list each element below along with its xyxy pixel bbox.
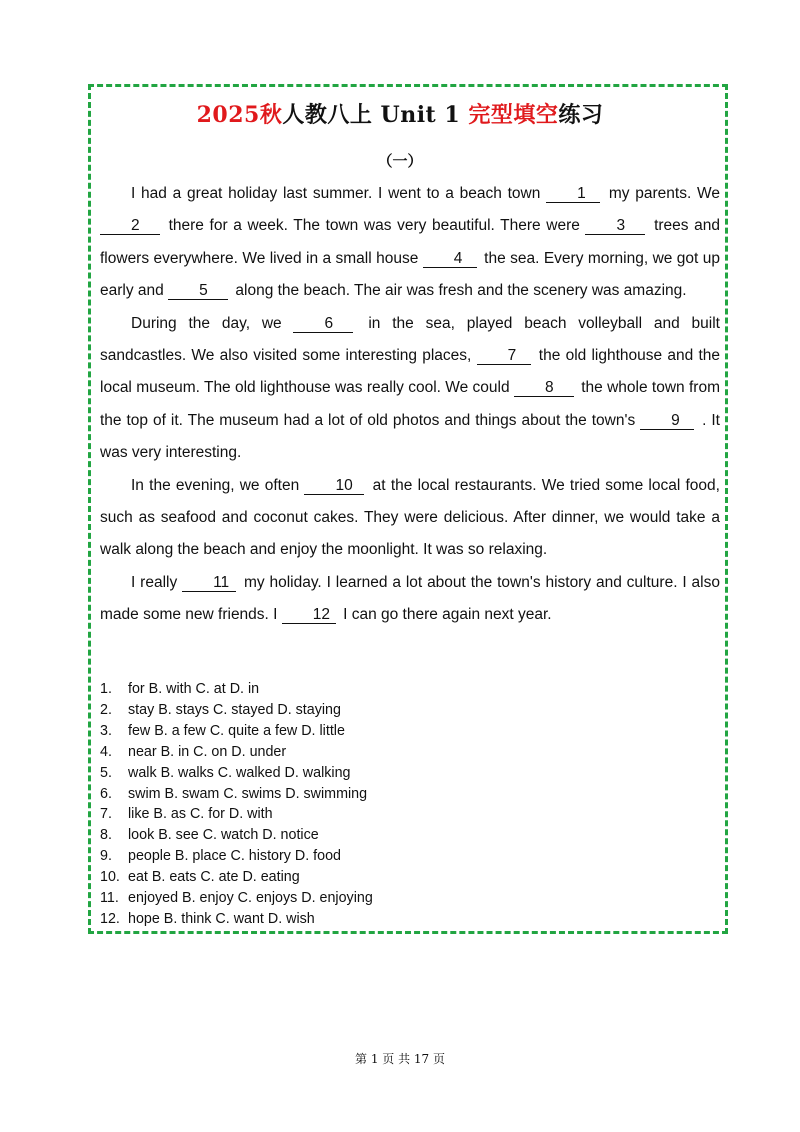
option-text: few B. a few C. quite a few D. little xyxy=(128,722,345,739)
paragraph-text: the old lighthouse and the local museum. The old lighthouse was really cool. We could xyxy=(100,347,720,397)
option-text: hope B. think C. want D. wish xyxy=(128,910,315,927)
paragraph-text: I really xyxy=(131,573,183,591)
paragraph-text: I had a great holiday last summer. I went to a beach town xyxy=(131,185,547,202)
option-item xyxy=(100,825,700,846)
option-number: 2. xyxy=(100,701,112,718)
option-item xyxy=(100,721,700,742)
paragraph xyxy=(100,178,720,308)
title-suffix: 练习 xyxy=(558,102,604,128)
option-item xyxy=(100,700,700,721)
option-number: 10. xyxy=(100,869,120,886)
option-item xyxy=(100,763,700,784)
option-number: 1. xyxy=(100,681,112,697)
option-number: 11. xyxy=(100,890,119,907)
paragraph-text: my parents. We xyxy=(603,185,720,202)
option-number: 5. xyxy=(100,764,112,781)
blank: 3 xyxy=(585,218,645,235)
title-year: 2025 xyxy=(196,102,260,128)
paragraph-text: the whole town from the top of it. The museum had a lot of old photos and things about the town's xyxy=(100,379,720,429)
paragraph xyxy=(100,308,720,470)
option-number: 4. xyxy=(100,743,112,760)
paragraph-text: there for a week. The town was very beautiful. There were xyxy=(163,217,586,235)
paragraph-text: in the sea, played beach volleyball and built sandcastles. We also visited some interesting places, xyxy=(100,314,720,365)
option-text: people B. place C. history D. food xyxy=(128,848,341,865)
passage xyxy=(100,178,720,632)
paragraph xyxy=(100,470,720,567)
blank: 5 xyxy=(168,283,228,300)
option-text: walk B. walks C. walked D. walking xyxy=(128,764,351,781)
option-item xyxy=(100,888,700,909)
option-number: 12. xyxy=(100,910,120,927)
option-number: 9. xyxy=(100,848,112,865)
option-number: 3. xyxy=(100,722,112,739)
paragraph-text: at the local restaurants. We tried some local food, such as seafood and coconut cakes. They were delicious. After dinner, we would take a walk along the beach and enjoy the moonlight. It was so relaxing. xyxy=(100,476,720,559)
blank: 1 xyxy=(546,186,600,203)
option-item xyxy=(100,679,700,700)
paragraph-text: I can go there again next year. xyxy=(338,606,552,624)
paragraph-text: the sea. Every morning, we got up early and xyxy=(100,249,720,300)
paragraph xyxy=(100,567,720,632)
title-season: 秋 xyxy=(259,102,283,128)
option-item xyxy=(100,784,700,805)
blank: 7 xyxy=(477,348,531,365)
options-list xyxy=(100,679,700,930)
blank: 12 xyxy=(282,607,336,624)
option-text: stay B. stays C. stayed D. staying xyxy=(128,701,341,718)
blank: 11 xyxy=(182,575,236,592)
option-item xyxy=(100,846,700,867)
blank: 6 xyxy=(293,316,353,333)
section-number: （一） xyxy=(377,152,423,170)
paragraph-text: my holiday. I learned a lot about the town's history and culture. I also made some new friends. I xyxy=(100,573,720,624)
blank: 2 xyxy=(100,218,160,235)
option-number: 8. xyxy=(100,827,112,844)
page-footer: 第 1 页 共 17 页 xyxy=(355,1052,445,1066)
option-item xyxy=(100,867,700,888)
title-topic: 完型填空 xyxy=(468,102,559,128)
option-text: swim B. swam C. swims D. swimming xyxy=(128,785,368,802)
paragraph-text: In the evening, we often xyxy=(131,476,305,494)
blank: 10 xyxy=(304,478,364,495)
option-item xyxy=(100,909,700,930)
option-text: enjoyed B. enjoy C. enjoys D. enjoying xyxy=(128,890,373,907)
blank: 9 xyxy=(640,413,694,430)
paragraph-text: along the beach. The air was fresh and the scenery was amazing. xyxy=(231,282,687,300)
paragraph-text: During the day, we xyxy=(131,314,294,332)
blank: 8 xyxy=(514,380,574,397)
option-text: eat B. eats C. ate D. eating xyxy=(128,869,300,886)
option-number: 7. xyxy=(100,806,112,823)
option-item xyxy=(100,804,700,825)
paragraph-text: . It was very interesting. xyxy=(100,411,720,462)
blank: 4 xyxy=(423,251,477,268)
option-item xyxy=(100,742,700,763)
option-text: like B. as C. for D. with xyxy=(128,806,273,823)
option-number: 6. xyxy=(100,785,112,802)
option-text: for B. with C. at D. in xyxy=(128,681,260,697)
option-text: near B. in C. on D. under xyxy=(128,743,287,760)
option-text: look B. see C. watch D. notice xyxy=(128,827,319,844)
paragraph-text: trees and flowers everywhere. We lived in a small house xyxy=(100,217,721,267)
title-unit: 人教八上 Unit 1 xyxy=(282,102,469,128)
page-title xyxy=(0,98,800,129)
